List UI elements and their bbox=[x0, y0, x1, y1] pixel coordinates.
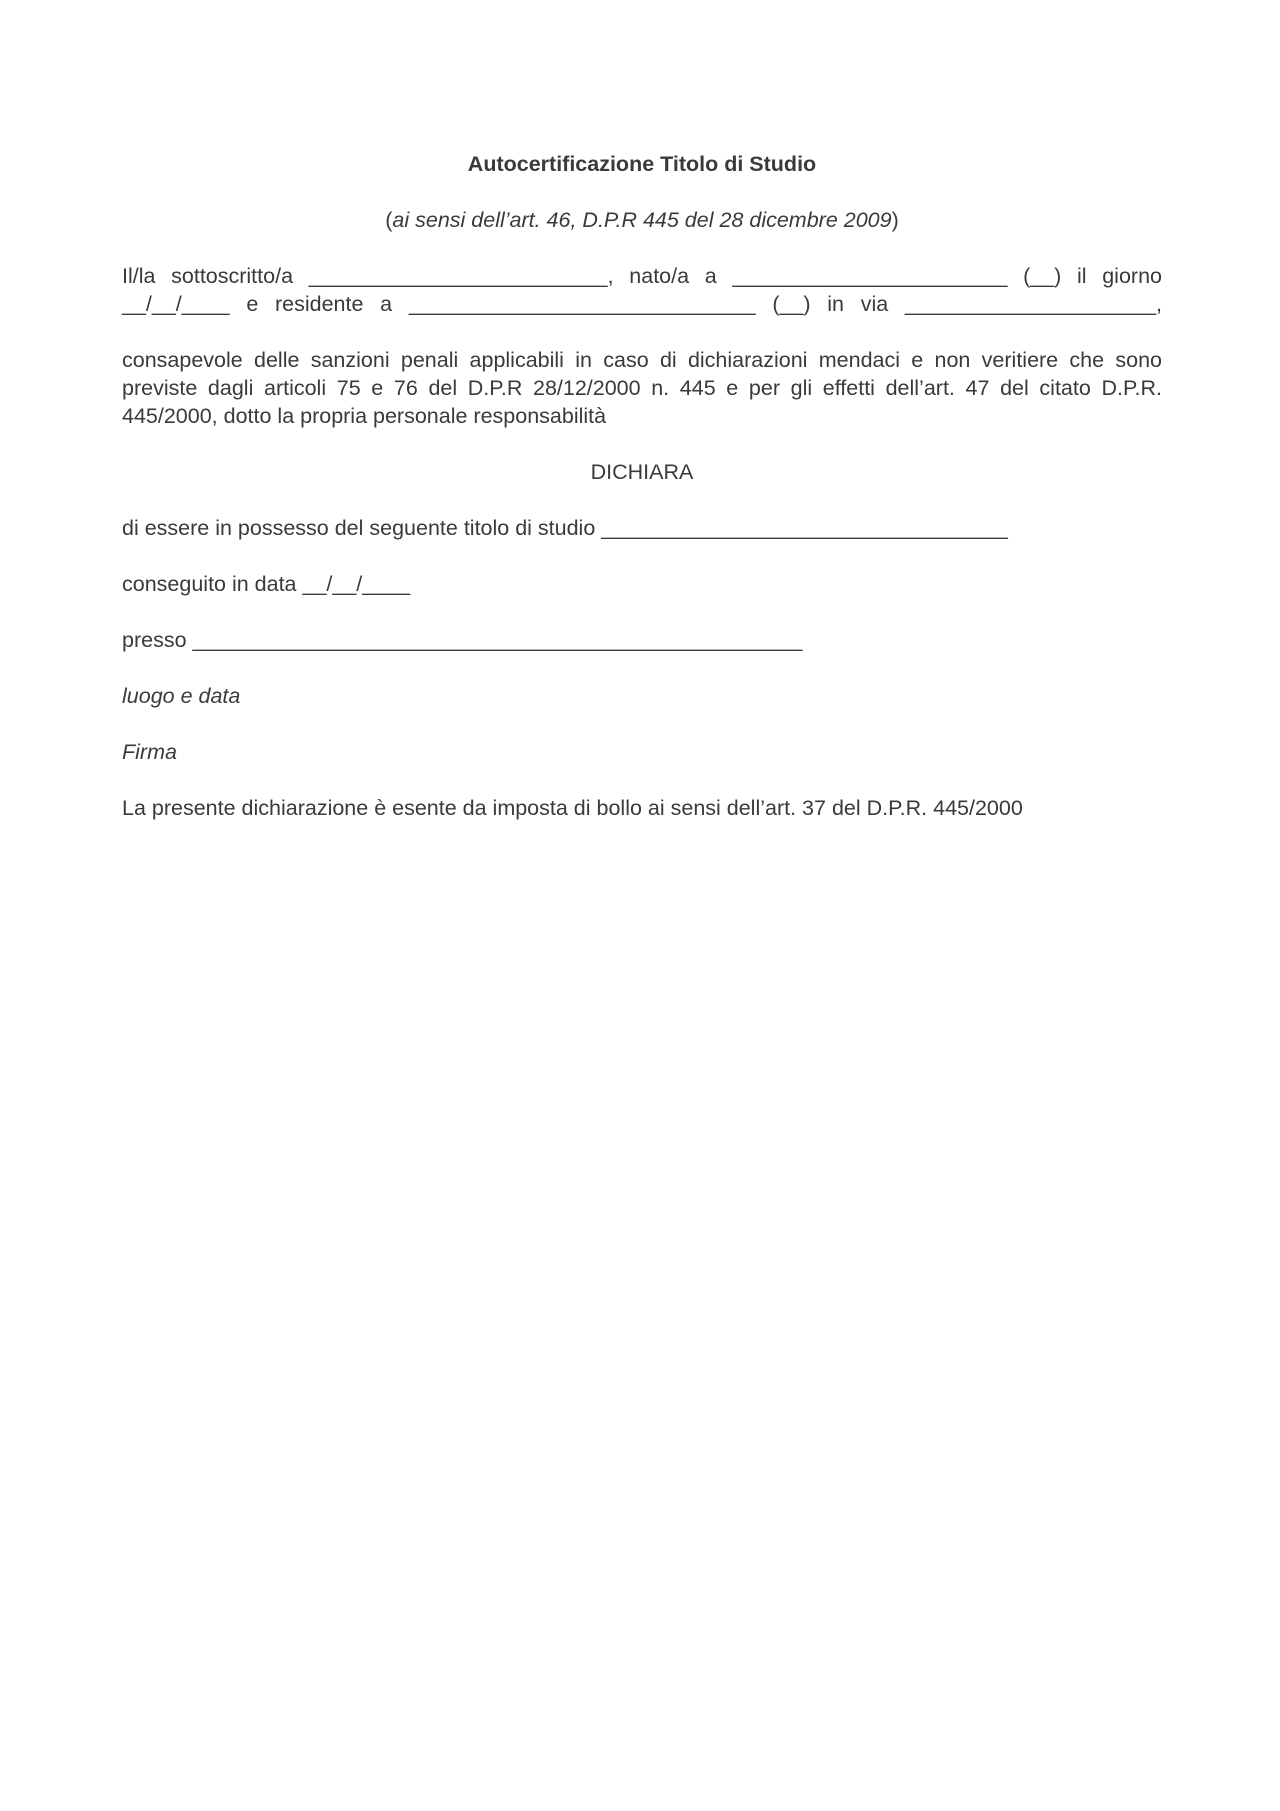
subtitle-legal-reference: ai sensi dell’art. 46, D.P.R 445 del 28 dicembre 2009 bbox=[392, 208, 892, 232]
signature-label: Firma bbox=[122, 740, 177, 764]
awareness-line-3: 445/2000, dotto la propria personale responsabilità bbox=[122, 404, 607, 428]
document-subtitle bbox=[122, 206, 1162, 234]
declarant-line-2: __/__/____ e residente a _____________________________ (__) in via _____________________, bbox=[122, 292, 1162, 316]
subtitle-paren-close: ) bbox=[891, 208, 899, 232]
awareness-statement bbox=[122, 346, 1162, 430]
subtitle-paren-open: ( bbox=[385, 208, 393, 232]
awareness-line-2: previste dagli articoli 75 e 76 del D.P.R 28/12/2000 n. 445 e per gli effetti dell’art. 47 del citato D.P.R. bbox=[122, 376, 1162, 400]
document-body bbox=[122, 150, 1162, 822]
institution-line: presso ___________________________________________________ bbox=[122, 628, 803, 652]
stamp-duty-note: La presente dichiarazione è esente da imposta di bollo ai sensi dell’art. 37 del D.P.R. 445/2000 bbox=[122, 796, 1023, 820]
awareness-line-1: consapevole delle sanzioni penali applicabili in caso di dichiarazioni mendaci e non veritiere che sono bbox=[122, 348, 1162, 372]
qualification-line: di essere in possesso del seguente titolo di studio __________________________________ bbox=[122, 516, 1008, 540]
declares-heading: DICHIARA bbox=[590, 460, 694, 484]
obtained-date-line: conseguito in data __/__/____ bbox=[122, 572, 411, 596]
place-date-label: luogo e data bbox=[122, 684, 241, 708]
document-title: Autocertificazione Titolo di Studio bbox=[467, 152, 817, 176]
declarant-details bbox=[122, 262, 1162, 318]
declarant-line-1: Il/la sottoscritto/a _________________________, nato/a a _______________________ (__) il giorno bbox=[122, 264, 1162, 288]
